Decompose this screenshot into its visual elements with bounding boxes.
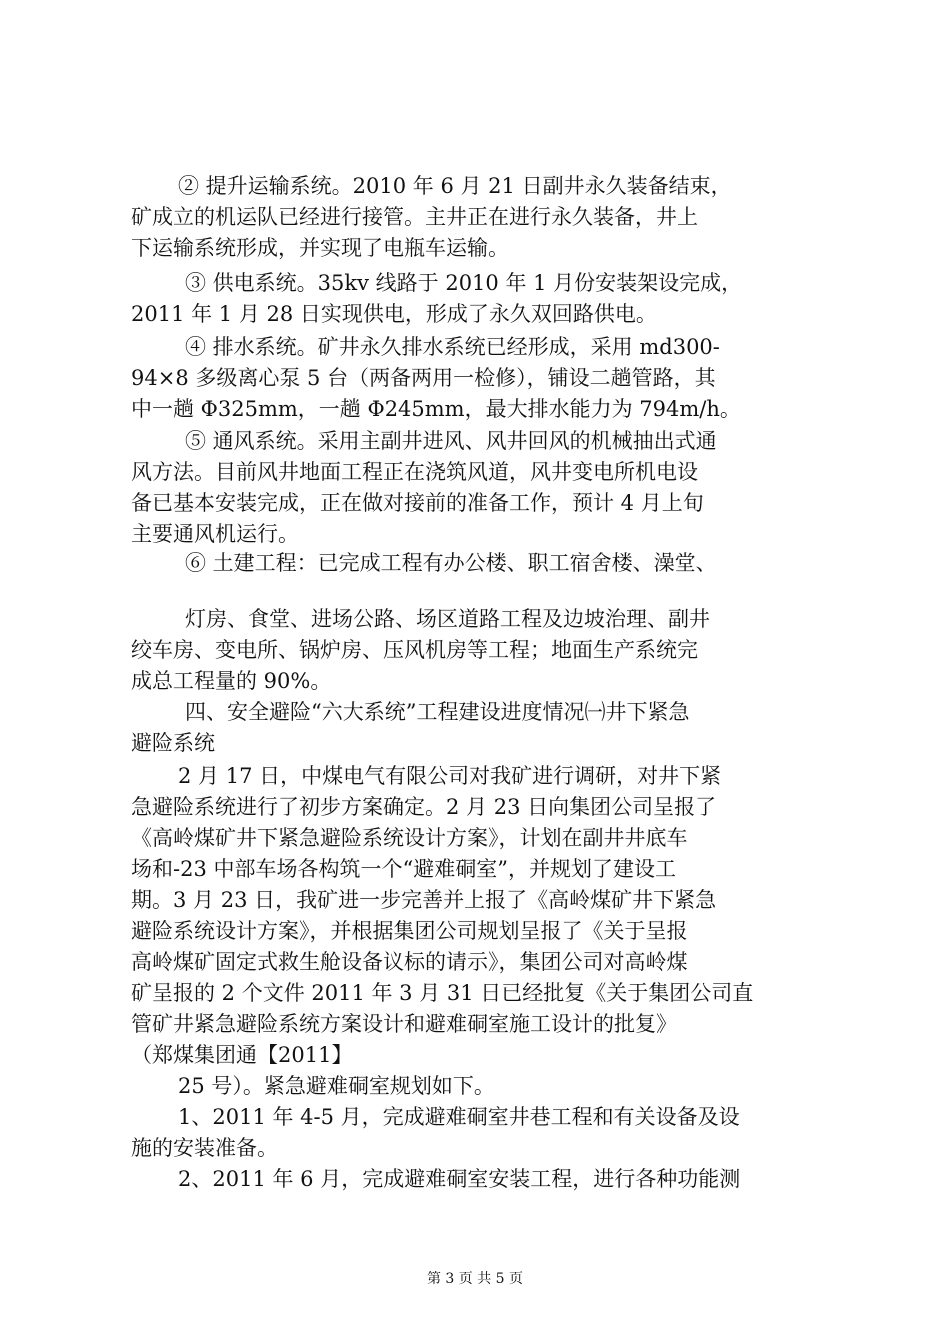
text-line: 主要通风机运行。 xyxy=(131,522,299,546)
text-line: 2 月 17 日，中煤电气有限公司对我矿进行调研，对井下紧 xyxy=(178,764,722,788)
text-line: 四、安全避险“六大系统”工程建设进度情况㈠井下紧急 xyxy=(185,700,690,724)
text-line: 下运输系统形成，并实现了电瓶车运输。 xyxy=(131,236,509,260)
text-line: 风方法。目前风井地面工程正在浇筑风道，风井变电所机电设 xyxy=(131,460,698,484)
text-line: ④ 排水系统。矿井永久排水系统已经形成，采用 md300- xyxy=(185,335,720,359)
text-line: 管矿井紧急避险系统方案设计和避难硐室施工设计的批复》 xyxy=(131,1012,677,1036)
text-line: 备已基本安装完成，正在做对接前的准备工作，预计 4 月上旬 xyxy=(131,491,704,515)
text-line: 灯房、食堂、进场公路、场区道路工程及边坡治理、副井 xyxy=(185,607,710,631)
text-line: 施的安装准备。 xyxy=(131,1136,278,1160)
text-line: 94×8 多级离心泵 5 台（两备两用一检修），铺设二趟管路，其 xyxy=(131,366,716,390)
text-line: 急避险系统进行了初步方案确定。2 月 23 日向集团公司呈报了 xyxy=(131,795,717,819)
text-line: ⑥ 土建工程：已完成工程有办公楼、职工宿舍楼、澡堂、 xyxy=(185,551,717,575)
text-line: 2011 年 1 月 28 日实现供电，形成了永久双回路供电。 xyxy=(131,302,657,326)
text-line: 2、2011 年 6 月，完成避难硐室安装工程，进行各种功能测 xyxy=(178,1167,741,1191)
text-line: ⑤ 通风系统。采用主副井进风、风井回风的机械抽出式通 xyxy=(185,429,717,453)
text-line: 《高岭煤矿井下紧急避险系统设计方案》，计划在副井井底车 xyxy=(131,826,688,850)
text-line: 避险系统设计方案》，并根据集团公司规划呈报了《关于呈报 xyxy=(131,919,688,943)
text-line: 25 号）。紧急避难硐室规划如下。 xyxy=(178,1074,495,1098)
text-line: 中一趟 Φ325mm，一趟 Φ245mm，最大排水能力为 794m/h。 xyxy=(131,397,741,421)
text-line: 1、2011 年 4-5 月，完成避难硐室井巷工程和有关设备及设 xyxy=(178,1105,740,1129)
text-line: ② 提升运输系统。2010 年 6 月 21 日副井永久装备结束， xyxy=(178,174,732,198)
text-line: 高岭煤矿固定式救生舱设备议标的请示》，集团公司对高岭煤 xyxy=(131,950,688,974)
text-line: 矿呈报的 2 个文件 2011 年 3 月 31 日已经批复《关于集团公司直 xyxy=(131,981,754,1005)
text-line: 矿成立的机运队已经进行接管。主井正在进行永久装备，井上 xyxy=(131,205,698,229)
text-line: 期。3 月 23 日，我矿进一步完善并上报了《高岭煤矿井下紧急 xyxy=(131,888,717,912)
text-line: 绞车房、变电所、锅炉房、压风机房等工程；地面生产系统完 xyxy=(131,638,698,662)
page-footer: 第 3 页 共 5 页 xyxy=(426,1271,524,1287)
text-line: ③ 供电系统。35kv 线路于 2010 年 1 月份安装架设完成， xyxy=(185,271,743,295)
text-line: 避险系统 xyxy=(131,731,215,755)
text-line: 成总工程量的 90%。 xyxy=(131,669,332,693)
text-line: 场和-23 中部车场各构筑一个“避难硐室”，并规划了建设工 xyxy=(131,857,676,881)
text-line: （郑煤集团通【2011】 xyxy=(131,1043,353,1067)
